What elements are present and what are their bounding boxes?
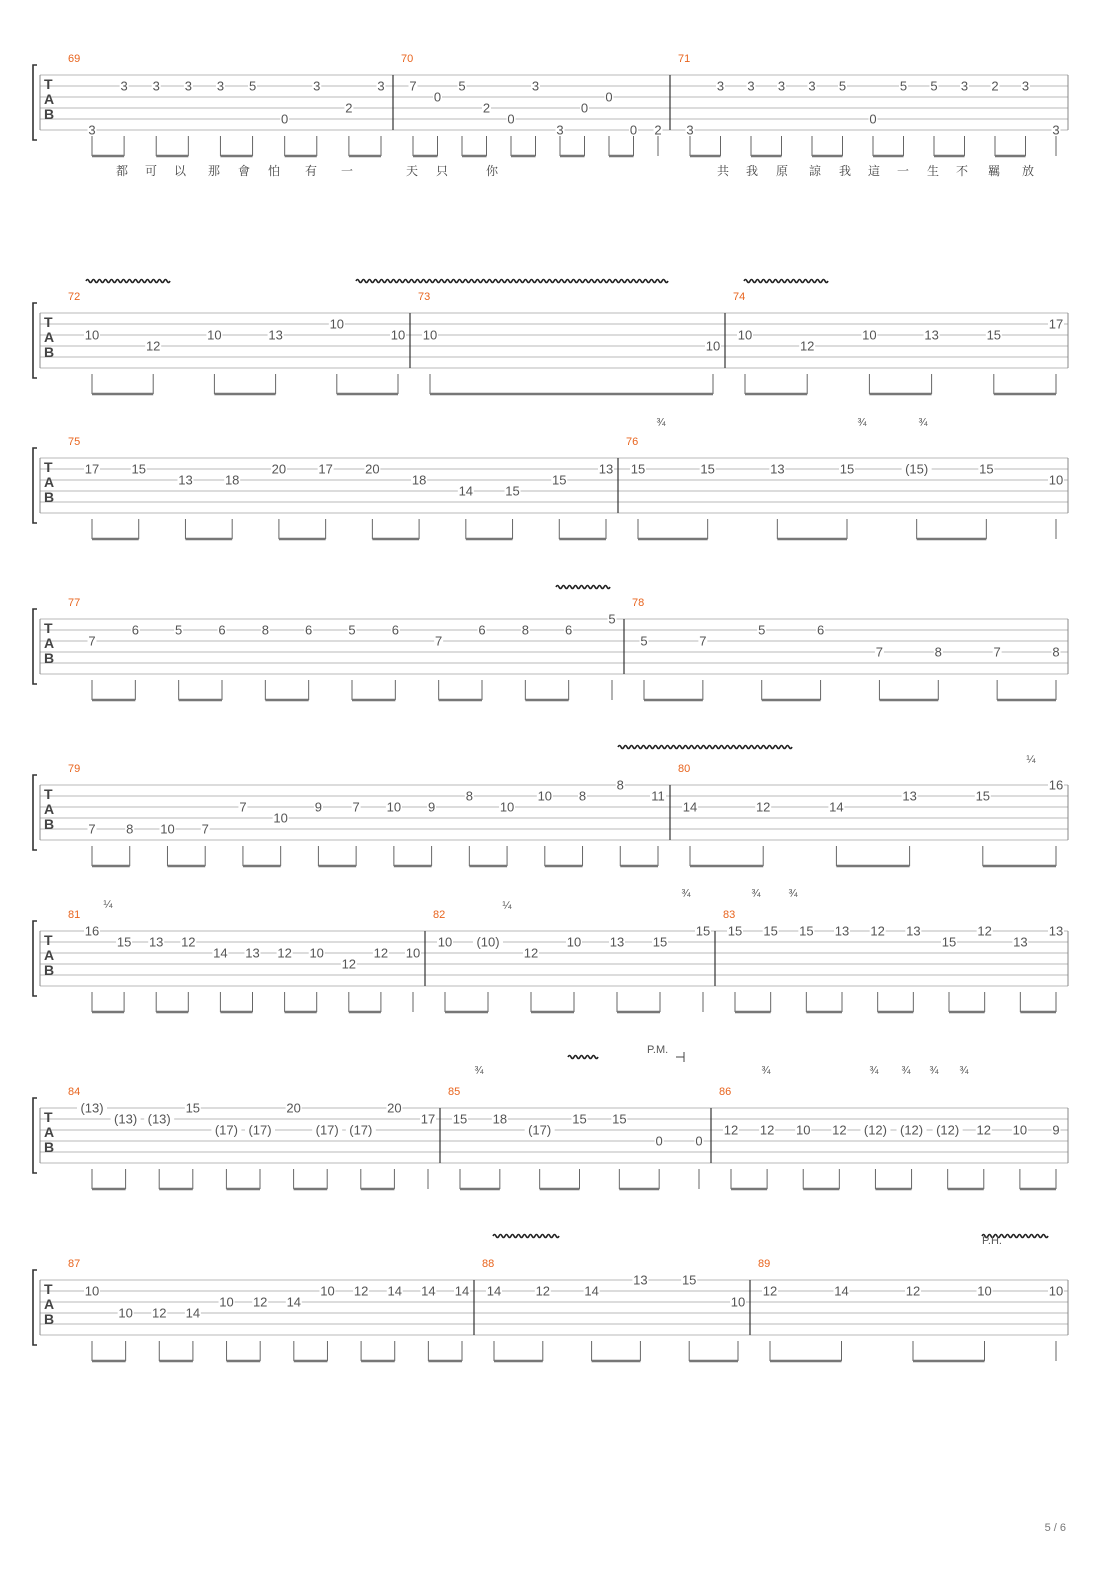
- vibrato-line: [556, 586, 610, 589]
- fret-number: 3: [88, 122, 96, 138]
- measure-number: 86: [719, 1086, 732, 1098]
- fret-number: (12): [936, 1122, 960, 1138]
- measure-number: 78: [632, 597, 645, 609]
- fret-number: 10: [84, 1283, 100, 1299]
- fret-number: 10: [795, 1122, 811, 1138]
- fret-number: 12: [976, 1122, 992, 1138]
- lyric-syllable: 都: [115, 164, 129, 178]
- tab-system: [33, 291, 1068, 394]
- tab-clef-letter: T: [44, 620, 53, 636]
- lyric-syllable: 以: [173, 164, 187, 178]
- measure-number: 73: [418, 291, 431, 303]
- lyric-syllable: 怕: [267, 164, 281, 178]
- fret-number: 14: [834, 1283, 849, 1299]
- fret-number: 3: [120, 78, 128, 94]
- fret-number: 13: [834, 923, 850, 939]
- fret-number: 13: [906, 923, 921, 939]
- fret-number: 14: [584, 1283, 599, 1299]
- fret-number: 15: [131, 461, 146, 477]
- fret-number: (15): [905, 461, 929, 477]
- fret-number: 10: [977, 1283, 992, 1299]
- tab-clef-letter: A: [44, 329, 55, 345]
- fret-number: 20: [286, 1100, 301, 1116]
- measure-number: 83: [723, 909, 736, 921]
- lyric-syllable: 原: [775, 164, 789, 178]
- tab-clef-letter: B: [44, 1139, 55, 1155]
- fret-number: 10: [1048, 472, 1064, 488]
- fret-number: 10: [273, 810, 288, 826]
- fret-number: 13: [245, 945, 260, 961]
- fret-number: 10: [566, 934, 582, 950]
- fret-number: 3: [184, 78, 192, 94]
- lyric-syllable: 共: [716, 164, 730, 178]
- fret-number: 0: [433, 89, 442, 105]
- fret-number: 13: [770, 461, 785, 477]
- fret-number: 8: [1052, 644, 1060, 660]
- fret-number: 12: [723, 1122, 739, 1138]
- fret-number: 0: [869, 111, 877, 127]
- system-bracket: [33, 65, 37, 140]
- fret-number: 3: [556, 122, 564, 138]
- vibrato-line: [356, 280, 668, 283]
- fret-number: 3: [531, 78, 540, 94]
- system-bracket: [33, 1270, 37, 1345]
- fret-number: 12: [353, 1283, 369, 1299]
- fret-number: 14: [185, 1305, 201, 1321]
- vibrato-line: [744, 280, 828, 283]
- fret-number: 2: [654, 122, 662, 138]
- tab-clef-letter: B: [44, 106, 55, 122]
- fret-number: (17): [248, 1122, 272, 1138]
- fret-number: 10: [405, 945, 421, 961]
- bend-label: ¾: [857, 417, 867, 429]
- measure-number: 89: [758, 1258, 771, 1270]
- fret-number: 8: [465, 788, 473, 804]
- tab-clef-letter: B: [44, 650, 55, 666]
- fret-number: 13: [1048, 923, 1064, 939]
- tab-system: [33, 763, 1068, 866]
- measure-number: 80: [678, 763, 691, 775]
- fret-number: 15: [799, 923, 814, 939]
- fret-number: 6: [218, 622, 226, 638]
- fret-number: 11: [651, 788, 665, 804]
- tab-clef-letter: A: [44, 1296, 55, 1312]
- fret-number: 17: [420, 1111, 436, 1127]
- fret-number: 16: [1048, 777, 1064, 793]
- measure-number: 81: [68, 909, 81, 921]
- bend-label: ¾: [959, 1065, 969, 1077]
- fret-number: 9: [427, 799, 436, 815]
- tab-clef-letter: A: [44, 635, 55, 651]
- bend-label: ¾: [751, 888, 761, 900]
- fret-number: 14: [286, 1294, 302, 1310]
- fret-number: 9: [314, 799, 323, 815]
- fret-number: (13): [80, 1100, 104, 1116]
- fret-number: 5: [248, 78, 257, 94]
- fret-number: 20: [271, 461, 287, 477]
- tab-clef-letter: T: [44, 314, 53, 330]
- bend-label: ¾: [761, 1065, 771, 1077]
- fret-number: 12: [759, 1122, 775, 1138]
- fret-number: 13: [178, 472, 193, 488]
- fret-number: 15: [700, 461, 715, 477]
- lyric-syllable: 我: [745, 164, 759, 178]
- fret-number: 7: [993, 644, 1001, 660]
- measure-number: 85: [448, 1086, 461, 1098]
- fret-number: 2: [482, 100, 491, 116]
- system-bracket: [33, 921, 37, 996]
- system-bracket: [33, 303, 37, 378]
- fret-number: 8: [261, 622, 269, 638]
- fret-number: 10: [705, 338, 721, 354]
- fret-number: 3: [152, 78, 160, 94]
- fret-number: 5: [348, 622, 356, 638]
- lyric-syllable: 那: [207, 164, 221, 178]
- palm-mute-bracket: [676, 1052, 684, 1062]
- fret-number: 5: [175, 622, 183, 638]
- fret-number: (17): [315, 1122, 339, 1138]
- measure-number: 69: [68, 53, 81, 65]
- fret-number: 12: [762, 1283, 778, 1299]
- fret-number: 15: [116, 934, 132, 950]
- fret-number: 7: [875, 644, 884, 660]
- system-bracket: [33, 448, 37, 523]
- fret-number: (17): [214, 1122, 238, 1138]
- measure-number: 72: [68, 291, 81, 303]
- fret-number: 12: [373, 945, 389, 961]
- fret-number: 15: [185, 1100, 201, 1116]
- fret-number: 10: [1012, 1122, 1028, 1138]
- tab-clef-letter: T: [44, 1109, 53, 1125]
- bend-label: ¾: [901, 1065, 911, 1077]
- lyric-syllable: 一: [896, 164, 910, 178]
- measure-number: 71: [678, 53, 691, 65]
- fret-number: 14: [829, 799, 844, 815]
- bend-label: ¾: [681, 888, 691, 900]
- lyric-syllable: 生: [926, 164, 940, 178]
- tab-clef-letter: T: [44, 459, 53, 475]
- fret-number: 17: [1048, 316, 1064, 332]
- fret-number: 3: [1052, 122, 1060, 138]
- lyric-syllable: 這: [867, 164, 881, 178]
- tab-clef-letter: T: [44, 932, 53, 948]
- fret-number: 15: [505, 483, 520, 499]
- fret-number: 10: [219, 1294, 234, 1310]
- fret-number: 3: [313, 78, 321, 94]
- fret-number: 10: [309, 945, 324, 961]
- fret-number: 3: [777, 78, 786, 94]
- fret-number: 12: [341, 956, 357, 972]
- fret-number: 15: [695, 923, 711, 939]
- pinch-harmonic-label: P.H.: [982, 1235, 1002, 1247]
- fret-number: 10: [499, 799, 515, 815]
- fret-number: 10: [730, 1294, 746, 1310]
- fret-number: 15: [572, 1111, 587, 1127]
- fret-number: 10: [737, 327, 753, 343]
- fret-number: 14: [387, 1283, 402, 1299]
- lyric-syllable: 放: [1021, 164, 1035, 178]
- bend-label: ¼: [502, 900, 512, 912]
- fret-number: 16: [84, 923, 100, 939]
- fret-number: 12: [145, 338, 161, 354]
- bend-label: ¾: [918, 417, 928, 429]
- fret-number: 5: [458, 78, 466, 94]
- tab-clef-letter: A: [44, 1124, 55, 1140]
- fret-number: 0: [580, 100, 589, 116]
- fret-number: 12: [252, 1294, 268, 1310]
- fret-number: 15: [941, 934, 957, 950]
- fret-number: (17): [528, 1122, 552, 1138]
- fret-number: 15: [452, 1111, 468, 1127]
- fret-number: 3: [716, 78, 725, 94]
- fret-number: 10: [1048, 1283, 1064, 1299]
- tab-clef-letter: B: [44, 962, 55, 978]
- fret-number: 12: [977, 923, 992, 939]
- fret-number: 0: [629, 122, 638, 138]
- fret-number: 5: [930, 78, 938, 94]
- fret-number: 12: [277, 945, 292, 961]
- fret-number: 10: [390, 327, 406, 343]
- fret-number: 12: [535, 1283, 551, 1299]
- fret-number: 7: [239, 799, 247, 815]
- measure-number: 75: [68, 436, 81, 448]
- fret-number: 20: [387, 1100, 402, 1116]
- fret-number: 17: [84, 461, 100, 477]
- lyric-syllable: 諒: [808, 164, 822, 178]
- fret-number: 10: [84, 327, 100, 343]
- fret-number: 14: [458, 483, 474, 499]
- fret-number: 13: [268, 327, 283, 343]
- bend-label: ¼: [1026, 754, 1036, 766]
- measure-number: 70: [401, 53, 414, 65]
- fret-number: 3: [686, 122, 694, 138]
- fret-number: 5: [758, 622, 766, 638]
- fret-number: 12: [905, 1283, 921, 1299]
- fret-number: 18: [411, 472, 427, 488]
- fret-number: 0: [281, 111, 289, 127]
- fret-number: 15: [681, 1272, 697, 1288]
- fret-number: 15: [727, 923, 743, 939]
- tab-system: [33, 436, 1068, 539]
- fret-number: 6: [391, 622, 399, 638]
- bend-label: ¼: [103, 899, 113, 911]
- fret-number: 13: [902, 788, 917, 804]
- fret-number: 7: [409, 78, 417, 94]
- vibrato-line: [86, 280, 170, 283]
- measure-number: 82: [433, 909, 446, 921]
- tab-system: [33, 53, 1068, 178]
- lyric-syllable: 可: [144, 164, 158, 178]
- fret-number: 3: [808, 78, 816, 94]
- fret-number: 3: [216, 78, 225, 94]
- measure-number: 74: [733, 291, 746, 303]
- fret-number: 9: [1052, 1122, 1060, 1138]
- bend-label: ¾: [869, 1065, 879, 1077]
- fret-number: 10: [437, 934, 453, 950]
- fret-number: 14: [454, 1283, 470, 1299]
- fret-number: 0: [507, 111, 515, 127]
- fret-number: 8: [521, 622, 529, 638]
- tab-clef-letter: T: [44, 76, 53, 92]
- fret-number: 14: [486, 1283, 502, 1299]
- fret-number: 7: [88, 633, 96, 649]
- fret-number: (12): [899, 1122, 924, 1138]
- tab-system: [33, 1086, 1068, 1189]
- fret-number: 12: [523, 945, 539, 961]
- fret-number: 12: [799, 338, 815, 354]
- fret-number: 10: [422, 327, 438, 343]
- lyric-syllable: 我: [838, 164, 852, 178]
- measure-number: 77: [68, 597, 81, 609]
- fret-number: 13: [598, 461, 614, 477]
- tab-system: [33, 909, 1068, 1012]
- fret-number: 14: [421, 1283, 436, 1299]
- fret-number: 2: [991, 78, 999, 94]
- lyric-syllable: 天: [405, 164, 419, 178]
- fret-number: 3: [1021, 78, 1030, 94]
- fret-number: 10: [386, 799, 402, 815]
- fret-number: 5: [640, 633, 648, 649]
- fret-number: 3: [747, 78, 755, 94]
- fret-number: 13: [924, 327, 939, 343]
- fret-number: 2: [345, 100, 353, 116]
- tab-systems: [33, 53, 1068, 1361]
- measure-number: 84: [68, 1086, 81, 1098]
- bend-label: ¾: [788, 888, 798, 900]
- fret-number: 15: [986, 327, 1002, 343]
- fret-number: 6: [305, 622, 313, 638]
- fret-number: 15: [763, 923, 778, 939]
- fret-number: 18: [492, 1111, 508, 1127]
- fret-number: 15: [839, 461, 855, 477]
- fret-number: 10: [329, 316, 345, 332]
- fret-number: 5: [608, 611, 616, 627]
- fret-number: 10: [207, 327, 222, 343]
- vibrato-line: [618, 746, 792, 749]
- lyric-syllable: 一: [340, 164, 354, 178]
- fret-number: 6: [565, 622, 573, 638]
- bend-label: ¾: [656, 417, 666, 429]
- fret-number: 7: [699, 633, 707, 649]
- fret-number: 3: [377, 78, 385, 94]
- fret-number: 12: [870, 923, 885, 939]
- fret-number: 12: [832, 1122, 847, 1138]
- fret-number: 13: [633, 1272, 648, 1288]
- fret-number: 10: [320, 1283, 335, 1299]
- vibrato-line: [493, 1235, 559, 1238]
- fret-number: 6: [816, 622, 825, 638]
- fret-number: 10: [118, 1305, 133, 1321]
- fret-number: 10: [862, 327, 877, 343]
- tab-clef-letter: A: [44, 91, 55, 107]
- page-number: 5 / 6: [1044, 1522, 1066, 1534]
- bend-label: ¾: [929, 1065, 939, 1077]
- fret-number: 7: [88, 821, 96, 837]
- fret-number: (13): [114, 1111, 138, 1127]
- fret-number: 3: [960, 78, 969, 94]
- fret-number: 12: [152, 1305, 167, 1321]
- fret-number: 7: [352, 799, 360, 815]
- fret-number: 15: [652, 934, 668, 950]
- fret-number: 17: [318, 461, 333, 477]
- fret-number: 7: [201, 821, 209, 837]
- tab-clef-letter: A: [44, 947, 55, 963]
- fret-number: 13: [148, 934, 164, 950]
- fret-number: (17): [349, 1122, 373, 1138]
- measure-number: 76: [626, 436, 639, 448]
- vibrato-line: [568, 1056, 598, 1059]
- lyric-syllable: 羈: [987, 164, 1001, 178]
- system-bracket: [33, 775, 37, 850]
- fret-number: 15: [979, 461, 994, 477]
- lyric-syllable: 有: [304, 164, 318, 178]
- tab-clef-letter: T: [44, 786, 53, 802]
- tab-system: [33, 1258, 1068, 1361]
- fret-number: 12: [755, 799, 771, 815]
- fret-number: 0: [605, 89, 613, 105]
- fret-number: 6: [478, 622, 486, 638]
- fret-number: 5: [838, 78, 847, 94]
- fret-number: 13: [609, 934, 625, 950]
- tab-clef-letter: A: [44, 474, 55, 490]
- fret-number: 18: [224, 472, 240, 488]
- tab-clef-letter: B: [44, 489, 55, 505]
- fret-number: 12: [181, 934, 196, 950]
- fret-number: (10): [476, 934, 500, 950]
- fret-number: 14: [213, 945, 228, 961]
- lyric-syllable: 只: [435, 164, 449, 178]
- fret-number: 7: [435, 633, 443, 649]
- fret-number: 13: [1013, 934, 1028, 950]
- fret-number: 8: [578, 788, 587, 804]
- lyric-syllable: 你: [485, 164, 499, 178]
- tab-clef-letter: A: [44, 801, 55, 817]
- fret-number: 15: [612, 1111, 627, 1127]
- fret-number: 20: [365, 461, 380, 477]
- fret-number: 15: [552, 472, 567, 488]
- palm-mute-label: P.M.: [647, 1044, 669, 1056]
- fret-number: 15: [630, 461, 646, 477]
- measure-number: 88: [482, 1258, 495, 1270]
- tab-system: [33, 597, 1068, 700]
- fret-number: 10: [160, 821, 175, 837]
- lyric-syllable: 會: [237, 164, 251, 178]
- bend-label: ¾: [474, 1065, 484, 1077]
- tab-clef-letter: B: [44, 816, 55, 832]
- lyric-syllable: 不: [955, 164, 969, 178]
- tab-clef-letter: B: [44, 344, 55, 360]
- fret-number: 5: [899, 78, 908, 94]
- fret-number: 8: [616, 777, 624, 793]
- fret-number: 8: [934, 644, 942, 660]
- fret-number: (13): [147, 1111, 171, 1127]
- tab-clef-letter: T: [44, 1281, 53, 1297]
- fret-number: 0: [695, 1133, 703, 1149]
- tab-clef-letter: B: [44, 1311, 55, 1327]
- fret-number: 6: [131, 622, 139, 638]
- fret-number: 10: [537, 788, 553, 804]
- measure-number: 79: [68, 763, 81, 775]
- fret-number: 15: [975, 788, 991, 804]
- fret-number: (12): [863, 1122, 888, 1138]
- system-bracket: [33, 609, 37, 684]
- system-bracket: [33, 1098, 37, 1173]
- fret-number: 0: [655, 1133, 663, 1149]
- fret-number: 8: [126, 821, 134, 837]
- fret-number: 14: [682, 799, 698, 815]
- measure-number: 87: [68, 1258, 81, 1270]
